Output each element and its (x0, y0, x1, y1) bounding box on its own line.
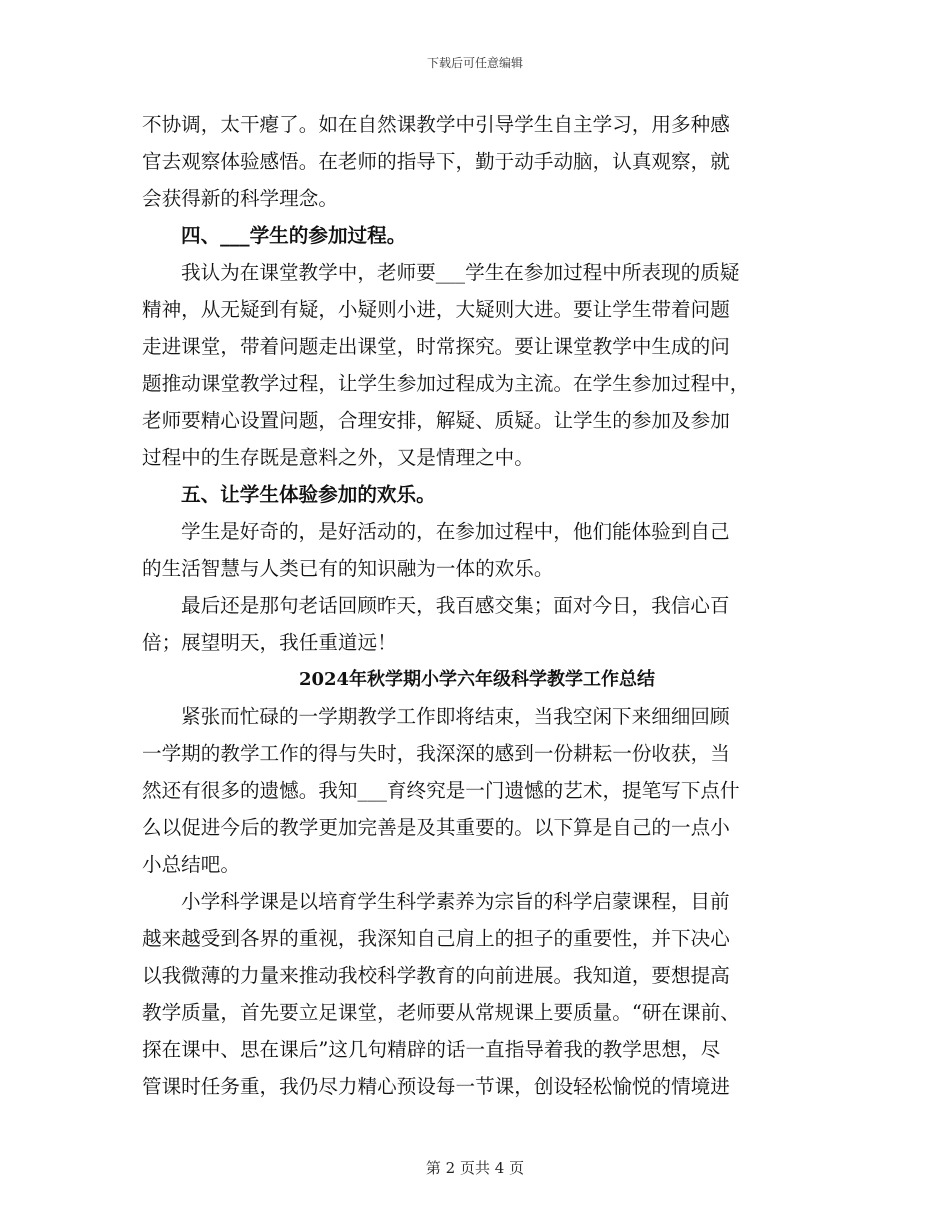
text-line: 我认为在课堂教学中，老师要___学生在参加过程中所表现的质疑 (181, 261, 740, 284)
text-line: 过程中的生存既是意料之外，又是情理之中。 (142, 446, 534, 469)
text-line: 倍；展望明天，我任重道远！ (142, 631, 397, 654)
text-line: 么以促进今后的教学更加完善是及其重要的。以下算是自己的一点小 (142, 816, 730, 839)
text-line: 老师要精心设置问题，合理安排，解疑、质疑。让学生的参加及参加 (142, 409, 730, 432)
text-line: 题推动课堂教学过程，让学生参加过程成为主流。在学生参加过程中， (142, 372, 750, 395)
text-line: 官去观察体验感悟。在老师的指导下，勤于动手动脑，认真观察，就 (142, 150, 730, 173)
text-line: 一学期的教学工作的得与失时，我深深的感到一份耕耘一份收获，当 (142, 742, 730, 765)
document-body (142, 106, 812, 1105)
section-heading: 四、___学生的参加过程。 (181, 224, 407, 247)
text-line: 最后还是那句老话回顾昨天，我百感交集；面对今日，我信心百 (181, 594, 730, 617)
page-header: 下载后可任意编辑 (426, 56, 523, 70)
section-title: 2024年秋学期小学六年级科学教学工作总结 (298, 669, 656, 690)
text-line: 越来越受到各界的重视，我深知自己肩上的担子的重要性，并下决心 (142, 927, 730, 950)
text-line: 探在课中、思在课后”这几句精辟的话一直指导着我的教学思想，尽 (142, 1038, 721, 1061)
text-line: 学生是好奇的，是好活动的，在参加过程中，他们能体验到自己 (181, 520, 730, 543)
text-line: 小学科学课是以培育学生科学素养为宗旨的科学启蒙课程，目前 (181, 890, 730, 913)
text-line: 紧张而忙碌的一学期教学工作即将结束，当我空闲下来细细回顾 (181, 705, 730, 728)
text-line: 不协调，太干瘪了。如在自然课教学中引导学生自主学习，用多种感 (142, 113, 730, 136)
text-line: 小总结吧。 (142, 853, 240, 876)
text-line: 以我微薄的力量来推动我校科学教育的向前进展。我知道，要想提高 (142, 964, 730, 987)
text-line: 精神，从无疑到有疑，小疑则小进，大疑则大进。要让学生带着问题 (142, 298, 730, 321)
page-number: 第 2 页共 4 页 (425, 1159, 525, 1177)
text-line: 教学质量，首先要立足课堂，老师要从常规课上要质量。“研在课前、 (142, 1001, 740, 1024)
text-line: 然还有很多的遗憾。我知___育终究是一门遗憾的艺术，提笔写下点什 (142, 779, 740, 802)
text-line: 会获得新的科学理念。 (142, 187, 338, 210)
section-heading: 五、让学生体验参加的欢乐。 (181, 483, 436, 506)
text-line: 管课时任务重，我仍尽力精心预设每一节课，创设轻松愉悦的情境进 (142, 1075, 730, 1098)
text-line: 的生活智慧与人类已有的知识融为一体的欢乐。 (142, 557, 554, 580)
text-line: 走进课堂，带着问题走出课堂，时常探究。要让课堂教学中生成的问 (142, 335, 730, 358)
